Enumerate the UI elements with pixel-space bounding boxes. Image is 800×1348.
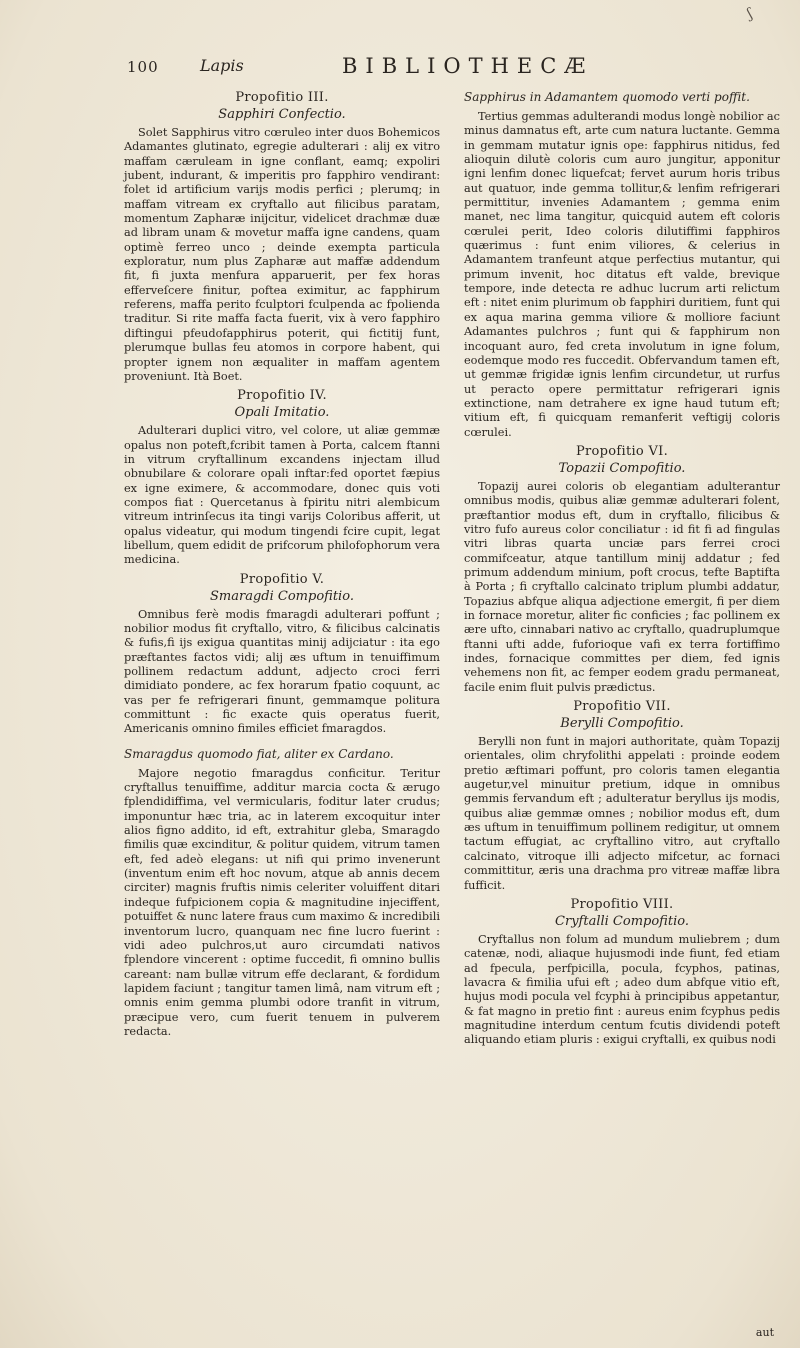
section-text: Majore negotio fmaragdus conficitur. Teritur cryftallus tenuiffime, additur marcia cocta & ærugo fplendidiffima, vel vermicularis, foditur later crudus; imponuntur hæc tria, ac in laterem excoquitur inter alios figno addito, id eft, extrahitur gleba, Smaragdo fimilis quæ excinditur, & politur quidem, vitrum tamen eft, fed adeò elegans: ut nifi qui primo invenerunt (inventum enim eft hoc novum, atque ab annis decem circiter) magnis fruftis nimis celeriter voluiffent ditari indeque fufpicionem copia & magnitudine injeciffent, potuiffet & nunc latere fraus cum maximo & incredibili inventorum lucro, quanquam nec fine lucro fuerint : vidi adeo pulchros,ut auro circumdati nativos fplendore vincerent : optime fuccedit, fi omnino bullis careant: nam bullæ vitrum effe declarant, & fordidum lapidem faciunt ; tangitur tamen limâ, nam vitrum eft ; omnis enim gemma plumbi odore tranfit in vitrum, præcipue vero, cum fuerit tenuem in pulverem redacta. (124, 766, 440, 1038)
section-title: Smaragdi Compofitio. (210, 588, 354, 604)
section-title: Sapphiri Confectio. (218, 107, 346, 122)
section-heading: Propofitio IV. (237, 388, 327, 404)
section-text: Tertius gemmas adulterandi modus longè nobilior ac minus damnatus eft, arte cum natura luctante. Gemma in gemmam mutatur ignis ope: fapphirus nitidus, fed alioquin dilutè coloris cum auro jungitur, apponitur igni lenfim donec liquefcat; fervet aurum horis tribus aut quatuor, inde gemma tollitur,& lenfim refrigerari permittitur, invenies Adamantem ; gemma enim manet, nec lima tangitur, quicquid autem eft coloris cœrulei perit, Ideo coloris dilutiffimi fapphiros quærimus : funt enim viliores, & celerius in Adamantem tranfeunt atque perfectius mutantur, qui primum invenit, hoc ditatus eft valde, brevique tempore, inde detecta re adhuc lucrum arti relictum eft : nitet enim plurimum ob fapphiri duritiem, funt qui ex aqua marina gemma viliore & molliore faciunt Adamantes pulchros ; funt qui & fapphirum non incoquant auro, fed creta involutum in igne folum, eodemque modo res fuccedit. Obfervandum tamen eft, ut gemmæ frigidæ ignis lenfim circundetur, ut rurfus ut peracto opere permittatur refrigerari ignis extinctione, nam detrahere ex igne haud tutum eft; vitium eft, fi quicquam remanferit veftigij coloris cœrulei. (464, 110, 780, 439)
section-title: Smaragdus quomodo fiat, aliter ex Cardano. (124, 746, 394, 761)
section-text: Topazij aurei coloris ob elegantiam adulterantur omnibus modis, quibus aliæ gemmæ adulterari folent, præftantior modus eft, dum in cryftallo, filicibus & vitro fufo aureus color conciliatur : id fit fi ad fingulas vitri libras quarta unciæ pars ferrei croci commifceatur, atque tantillum minij addatur ; fed primum addendum minium, poft crocus, tefte Baptifta à Porta ; fi cryftallo calcinato triplum plumbi addatur, Topazius abfque aliqua adjectione emergit, fi per diem in fornace moretur, aliter fic conficies ; fac pollinem ex ære ufto, cinnabari nativo ac cryftallo, quadruplumque ftanni ufti adde, fuforioque vafi ex terra fortiffimo indes, fornacique committes per diem, fed ignis vehemens non fit, ac femper eodem gradu permaneat, facile enim fluit pulvis prædictus. (464, 479, 780, 694)
section-title: Berylli Compofitio. (560, 716, 684, 732)
section-heading: Propofitio VI. (575, 443, 669, 459)
section-text: Adulterari duplici vitro, vel colore, ut aliæ gemmæ opalus non poteft,fcribit tamen à Porta, calcem ftanni in vitrum cryftallinum excandens injectam illud obnubilare & colorare opali inftar:fed oportet fæpius ex igne eximere, & accommodare, donec quis voti compos fiat : Quercetanus à fpiritu nitri alembicum vitreum intrinſecus ita tingi varijs Coloribus afferit, ut opalus videatur, qui modum tingendi fcire cupit, legat libellum, quem edidit de prifcorum philofophorum vera medicina. (124, 424, 440, 567)
collection-title: BIBLIOTHECÆ (342, 54, 594, 78)
running-title: Lapis (200, 56, 244, 75)
section-heading: Propofitio VIII. (570, 896, 674, 912)
section-heading: Propofitio VII. (573, 699, 671, 715)
section-title: Sapphirus in Adamantem quomodo verti poffit. (464, 90, 750, 104)
section-heading: Propofitio III. (235, 90, 329, 105)
section-text: Cryftallus non folum ad mundum muliebrem ; dum catenæ, nodi, aliaque hujusmodi inde fiunt, fed etiam ad fpecula, perfpicilla, pocula, fcyphos, patinas, lavacra & fimilia ufui eft ; adeo dum abfque vitio eft, hujus modi pocula vel fcyphi à principibus appetantur, & fat magno in pretio fint : aureus enim fcyphus pedis magnitudine interdum centum fcutis dividendi poteft aliquando etiam pluris : exigui cryftalli, ex quibus nodi (464, 932, 780, 1047)
right-column (464, 86, 780, 1052)
page-header (0, 52, 800, 86)
section-title: Topazii Compofitio. (558, 460, 686, 476)
section-text: Solet Sapphirus vitro cœruleo inter duos Bohemicos Adamantes glutinato, egregie adulterari : alij ex vitro maffam cæruleam in igne conflant, eamq; expoliri jubent, indurant, & imperitis pro fapphiro vendirant: folet id artificium varijs modis perfici ; plerumq; in maffam vitream ex cryftallo aut filicibus paratam, momentum Zapharæ inijcitur, videlicet drachmæ duæ ad libram unam & movetur maffa igne candens, quam optimè ferreo unco ; deinde exempta particula exploratur, num plus Zapharæ aut maffæ addendum fit, fi juxta menfura apparuerit, per fex horas efferveſcere finitur, poftea eximitur, ac fapphirum referens, maffa perito fculptori fculpenda ac fpolienda traditur. Si rite maffa facta fuerit, vix à vero fapphiro diftingui pfeudofapphirus poterit, qui fictitij funt, plerumque bullas feu atomos in corpore habent, qui propter ignem non æqualiter in maffam agentem proveniunt. Ità Boet. (124, 126, 440, 383)
page-number: 100 (127, 58, 159, 76)
section-text: Berylli non funt in majori authoritate, quàm Topazij orientales, olim chryfolithi appelati : proinde eodem pretio æftimari poffunt, pro coloris tamen elegantia augetur,vel minuitur pretium, idque in omnibus gemmis fervandum eft ; adulteratur beryllus ijs modis, quibus aliæ gemmæ omnes ; nobilior modus eft, dum æs uftum in tenuiffimum pollinem redigitur, ut omnem tactum effugiat, ac cryftallino vitro, aut cryftallo calcinato, vitroque illi adjecto mifcetur, ac fornaci committitur, æris una drachma pro vitreæ maffæ libra fufficit. (464, 735, 780, 892)
section-heading: Propofitio V. (239, 571, 325, 587)
catchword: aut (755, 1326, 774, 1339)
section-text: Omnibus ferè modis fmaragdi adulterari poffunt ; nobilior modus fit cryftallo, vitro, & filicibus calcinatis & fufis,fi ijs exigua quantitas minij adijciatur : ita ego præftantes factos vidi; alij æs uftum in tenuiffimum pollinem redactum addunt, adjecto croci ferri dimidiato pondere, ac fex horarum fpatio coquunt, ac vas per fe refrigerari finunt, gemmamque politura committunt : fic exacte quis operatus fuerit, Americanis omnino fimiles efficiet fmaragdos. (124, 607, 440, 736)
ink-mark: ʃ (745, 5, 755, 23)
section-title: Cryftalli Compofitio. (555, 913, 689, 929)
section-title: Opali Imitatio. (234, 405, 330, 421)
left-column (124, 86, 440, 1043)
